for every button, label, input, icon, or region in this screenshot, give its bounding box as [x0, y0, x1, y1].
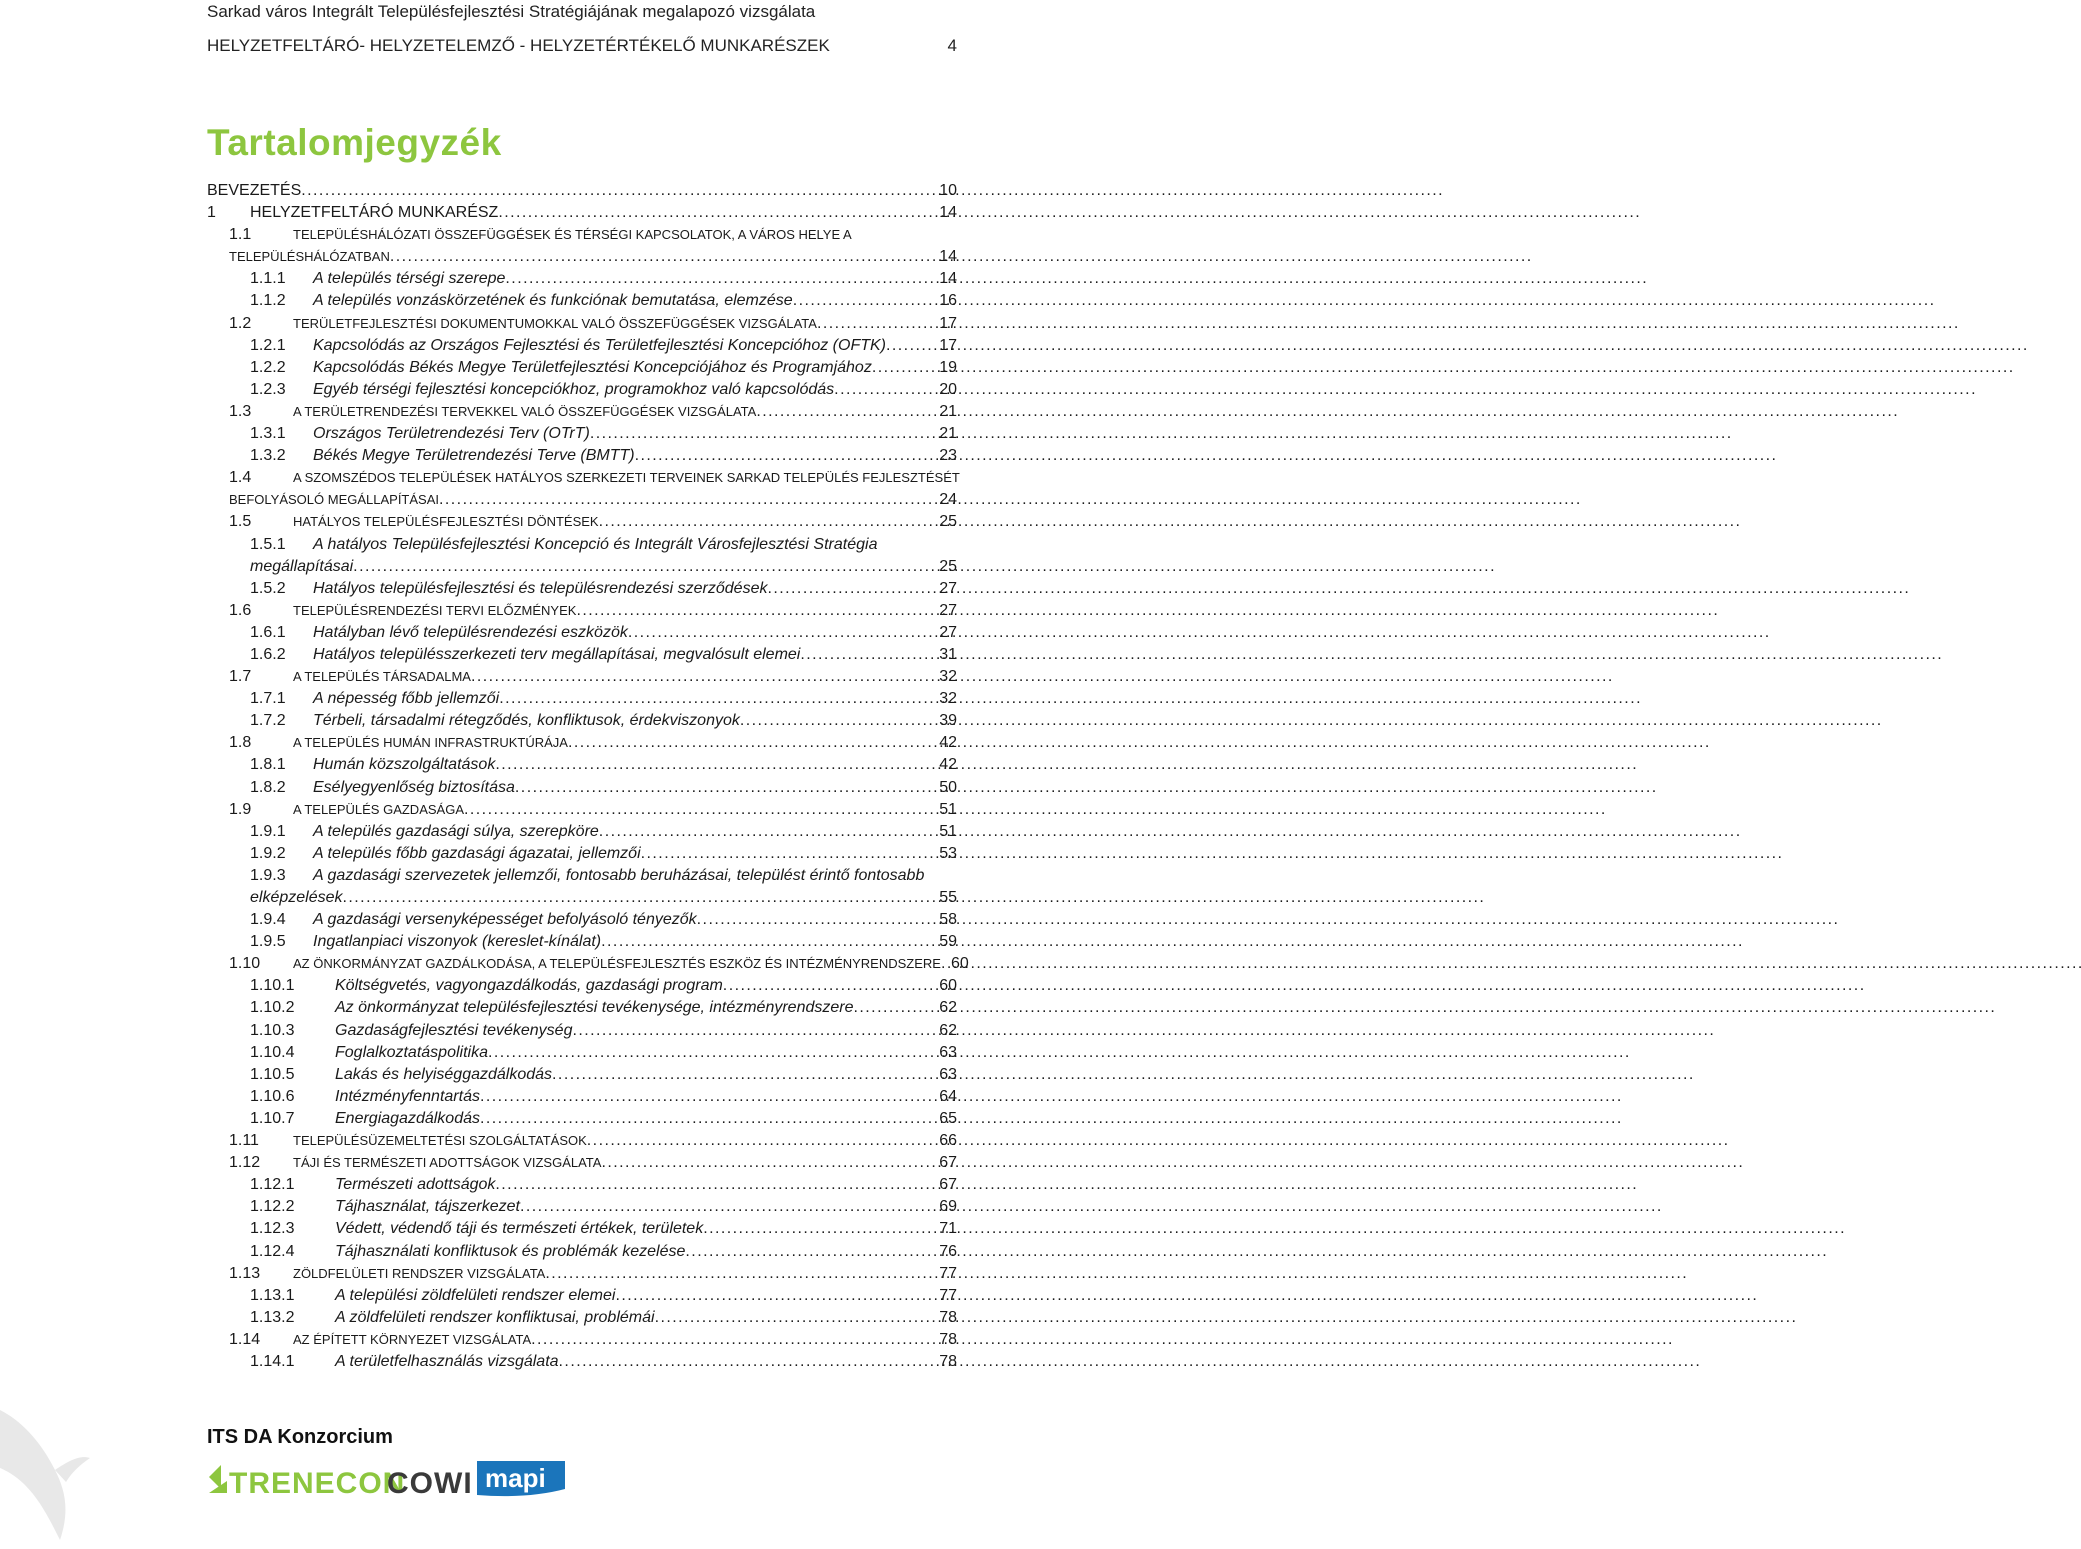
toc-title: elképzelések [250, 889, 343, 906]
toc-title: HATÁLYOS TELEPÜLÉSFEJLESZTÉSI DÖNTÉSEK [293, 514, 599, 530]
toc-number: 1.10.6 [250, 1087, 295, 1105]
toc-number: 1.8.1 [250, 756, 286, 774]
toc-number: 1.10 [229, 955, 261, 973]
toc-page-number: 58 [939, 911, 957, 929]
toc-number: 1.10.1 [250, 977, 295, 995]
toc-title: Tájhasználati konfliktusok és problémák kezelése [335, 1242, 686, 1260]
toc-entry[interactable] [207, 953, 969, 975]
toc-number: 1.5.2 [250, 579, 286, 597]
toc-leader-dots [559, 1351, 938, 1373]
toc-page-number: 27 [939, 579, 957, 597]
toc-number: 1.2.1 [250, 336, 286, 354]
toc-leader-dots [545, 1263, 937, 1285]
toc-number: 1.2.2 [250, 358, 286, 376]
trenecon-logo [209, 1465, 405, 1500]
toc-entry[interactable] [207, 1042, 957, 1064]
toc-number: 1.13.2 [250, 1308, 295, 1326]
toc-title: TERÜLETFEJLESZTÉSI DOKUMENTUMOKKAL VALÓ ÖSSZEFÜGGÉSEK VIZSGÁLATA [293, 315, 817, 331]
toc-title: A hatályos Településfejlesztési Koncepció és Integrált Városfejlesztési Stratégia [313, 535, 878, 553]
toc-leader-dots [353, 556, 937, 578]
toc-title: A TERÜLETRENDEZÉSI TERVEKKEL VALÓ ÖSSZEFÜGGÉSEK VIZSGÁLATA [293, 403, 757, 419]
toc-entry[interactable] [207, 1285, 957, 1307]
toc-leader-dots [552, 1064, 937, 1086]
toc-number: 1.10.2 [250, 999, 295, 1017]
toc-entry[interactable] [207, 511, 957, 533]
toc-leader-dots [499, 688, 937, 710]
toc-entry[interactable] [207, 710, 957, 732]
toc-entry[interactable] [207, 224, 957, 268]
toc-page-number: 59 [939, 933, 957, 951]
toc-page-number: 51 [939, 822, 957, 840]
toc-title: ZÖLDFELÜLETI RENDSZER VIZSGÁLATA [293, 1265, 546, 1281]
toc-number: 1.1.1 [250, 270, 286, 288]
toc-title: Gazdaságfejlesztési tevékenység [335, 1021, 573, 1039]
toc-entry[interactable] [207, 313, 957, 335]
toc-page-number: 31 [939, 645, 957, 663]
toc-leader-dots [495, 1174, 937, 1196]
toc-number: 1.1 [229, 226, 252, 244]
toc-entry[interactable] [207, 1064, 957, 1086]
toc-entry[interactable] [207, 975, 957, 997]
toc-leader-dots [756, 401, 937, 423]
toc-page-number: 62 [939, 999, 957, 1017]
mapi-logo [477, 1461, 565, 1496]
toc-leader-dots [697, 909, 938, 931]
toc-title: Ingatlanpiaci viszonyok (kereslet-kínálat) [313, 933, 602, 951]
toc-leader-dots [464, 799, 937, 821]
toc-leader-dots [576, 600, 937, 622]
toc-number: 1.6.2 [250, 645, 286, 663]
toc-entry[interactable] [207, 335, 957, 357]
table-of-contents [207, 180, 969, 1373]
toc-leader-dots [793, 290, 938, 312]
toc-title: TELEPÜLÉSHÁLÓZATI ÖSSZEFÜGGÉSEK ÉS TÉRSÉGI KAPCSOLATOK, A VÁROS HELYE A [293, 227, 852, 243]
toc-title: Foglalkoztatáspolitika [335, 1043, 488, 1061]
toc-page-number: 67 [939, 1154, 957, 1172]
toc-title: TELEPÜLÉSRENDEZÉSI TERVI ELŐZMÉNYEK [293, 602, 577, 618]
toc-title: Az önkormányzat településfejlesztési tevékenysége, intézményrendszere [335, 999, 854, 1017]
toc-number: 1.9.3 [250, 866, 286, 884]
header-section-name: HELYZETFELTÁRÓ- HELYZETELEMZŐ - HELYZETÉRTÉKELŐ MUNKARÉSZEK [207, 36, 830, 55]
toc-entry[interactable] [207, 666, 957, 688]
toc-entry[interactable] [207, 1351, 957, 1373]
toc-page-number: 16 [939, 292, 957, 310]
toc-entry[interactable] [207, 1196, 957, 1218]
toc-title: A gazdasági versenyképességet befolyásoló tényezők [313, 911, 697, 929]
running-header-subtitle [207, 36, 957, 56]
toc-title: megállapításai [250, 557, 354, 575]
toc-title: A település főbb gazdasági ágazatai, jellemzői [313, 844, 641, 862]
page-title: Tartalomjegyzék [207, 122, 502, 163]
toc-title: Intézményfenntartás [335, 1087, 480, 1105]
toc-leader-dots [488, 1042, 937, 1064]
toc-title: Egyéb térségi fejlesztési koncepciókhoz, programokhoz való kapcsolódás [313, 380, 835, 398]
toc-leader-dots [628, 622, 937, 644]
toc-page-number: 60 [939, 977, 957, 995]
toc-title: A település vonzáskörzetének és funkciónak bemutatása, elemzése [313, 292, 793, 310]
toc-title: TELEPÜLÉSHÁLÓZATBAN [229, 249, 390, 265]
toc-title: Hatályos településfejlesztési és településrendezési szerződések [313, 579, 768, 597]
toc-number: 1.9.1 [250, 822, 286, 840]
toc-entry[interactable] [207, 423, 957, 445]
toc-page-number: 60 [950, 955, 969, 973]
toc-page-number: 69 [939, 1198, 957, 1216]
toc-title: Esélyegyenlőség biztosítása [313, 778, 515, 796]
toc-entry[interactable] [207, 467, 960, 511]
toc-leader-dots [601, 1152, 937, 1174]
toc-entry[interactable] [207, 754, 957, 776]
toc-entry[interactable] [207, 290, 957, 312]
toc-title: AZ ÖNKORMÁNYZAT GAZDÁLKODÁSA, A TELEPÜLÉSFEJLESZTÉS ESZKÖZ ÉS INTÉZMÉNYRENDSZERE [293, 956, 941, 972]
toc-leader-dots [343, 887, 938, 909]
toc-page-number: 63 [939, 1065, 957, 1083]
toc-number: 1.10.3 [250, 1021, 295, 1039]
toc-page-number: 78 [939, 1308, 957, 1326]
toc-leader-dots [439, 489, 937, 511]
toc-leader-dots [568, 732, 937, 754]
toc-entry[interactable] [207, 1174, 957, 1196]
toc-entry[interactable] [207, 202, 957, 224]
partner-logos [207, 1455, 567, 1505]
toc-leader-dots [495, 754, 937, 776]
toc-title: Tájhasználat, tájszerkezet [335, 1198, 520, 1216]
toc-page-number: 20 [939, 380, 957, 398]
toc-leader-dots [723, 975, 937, 997]
toc-leader-dots [872, 357, 937, 379]
toc-number: 1.12.2 [250, 1198, 295, 1216]
toc-page-number: 14 [939, 248, 957, 266]
toc-page-number: 23 [939, 447, 957, 465]
toc-title: A TELEPÜLÉS HUMÁN INFRASTRUKTÚRÁJA [293, 735, 568, 751]
toc-number: 1.3 [229, 402, 252, 420]
toc-number: 1.2.3 [250, 380, 286, 398]
toc-title: TELEPÜLÉSÜZEMELTETÉSI SZOLGÁLTATÁSOK [293, 1133, 587, 1149]
toc-entry[interactable] [207, 268, 957, 290]
toc-page-number: 64 [939, 1087, 957, 1105]
toc-entry[interactable] [207, 931, 957, 953]
toc-title: Kapcsolódás Békés Megye Területfejlesztési Koncepciójához és Programjához [313, 358, 872, 376]
toc-entry[interactable] [207, 1329, 957, 1351]
toc-leader-dots [740, 710, 937, 732]
toc-leader-dots [601, 931, 937, 953]
mapi-logo-text: mapi [485, 1463, 546, 1493]
toc-number: 1.12.4 [250, 1242, 295, 1260]
toc-number: 1.12.3 [250, 1220, 295, 1238]
toc-title: Védett, védendő táji és természeti értékek, területek [335, 1220, 704, 1238]
toc-page-number: 32 [939, 668, 957, 686]
toc-entry[interactable] [207, 1307, 957, 1329]
toc-entry[interactable] [207, 357, 957, 379]
toc-page-number: 77 [939, 1264, 957, 1282]
toc-title: Országos Területrendezési Terv (OTrT) [313, 425, 590, 443]
toc-page-number: 25 [939, 513, 957, 531]
running-header-title: Sarkad város Integrált Településfejlesztési Stratégiájának megalapozó vizsgálata [207, 2, 816, 21]
toc-title: AZ ÉPÍTETT KÖRNYEZET VIZSGÁLATA [293, 1331, 532, 1347]
toc-number: 1.12 [229, 1154, 261, 1172]
toc-leader-dots [390, 246, 937, 268]
toc-page-number: 27 [939, 623, 957, 641]
toc-page-number: 53 [939, 844, 957, 862]
toc-page-number: 25 [939, 557, 957, 575]
toc-page-number: 51 [939, 800, 957, 818]
toc-number: 1.6 [229, 601, 252, 619]
toc-number: 1.10.4 [250, 1043, 295, 1061]
toc-leader-dots [590, 423, 937, 445]
toc-title: A SZOMSZÉDOS TELEPÜLÉSEK HATÁLYOS SZERKEZETI TERVEINEK SARKAD TELEPÜLÉS FEJLESZTÉSÉT [293, 470, 960, 486]
toc-title: Természeti adottságok [335, 1176, 496, 1194]
toc-number: 1.6.1 [250, 623, 286, 641]
toc-leader-dots [854, 997, 938, 1019]
toc-leader-dots [520, 1196, 937, 1218]
toc-title: HELYZETFELTÁRÓ MUNKARÉSZ [250, 204, 499, 222]
toc-leader-dots [599, 511, 938, 533]
toc-page-number: 10 [939, 182, 957, 199]
toc-number: 1.5.1 [250, 535, 286, 553]
toc-title: A területfelhasználás vizsgálata [335, 1352, 559, 1370]
toc-page-number: 67 [939, 1176, 957, 1194]
toc-title: A TELEPÜLÉS TÁRSADALMA [293, 669, 471, 685]
toc-entry[interactable] [207, 534, 957, 578]
toc-number: 1.9.4 [250, 911, 286, 929]
toc-number: 1.3.1 [250, 425, 286, 443]
toc-number: 1.4 [229, 469, 252, 487]
toc-entry[interactable] [207, 578, 957, 600]
toc-leader-dots [572, 1020, 937, 1042]
toc-title: Térbeli, társadalmi rétegződés, konfliktusok, érdekviszonyok [313, 712, 740, 730]
toc-page-number: 77 [939, 1286, 957, 1304]
toc-entry[interactable] [207, 1020, 957, 1042]
toc-page-number: 14 [939, 270, 957, 288]
toc-title: Energiagazdálkodás [335, 1109, 480, 1127]
toc-leader-dots [703, 1218, 937, 1240]
toc-leader-dots [817, 313, 937, 335]
cowi-logo-text: COWI [387, 1467, 473, 1500]
toc-entry[interactable] [207, 1130, 957, 1152]
toc-title: Humán közszolgáltatások [313, 756, 496, 774]
toc-leader-dots [587, 1130, 937, 1152]
toc-leader-dots [531, 1329, 937, 1351]
toc-title: A gazdasági szervezetek jellemzői, fontosabb beruházásai, települést érintő fontosabb [313, 866, 925, 884]
toc-number: 1.3.2 [250, 447, 286, 465]
toc-entry[interactable] [207, 401, 957, 423]
toc-entry[interactable] [207, 1241, 957, 1263]
toc-leader-dots [505, 268, 937, 290]
bird-watermark-icon [0, 1400, 90, 1549]
header-page-number: 4 [947, 36, 957, 55]
toc-number: 1.10.7 [250, 1109, 295, 1127]
toc-title: Hatályos településszerkezeti terv megállapításai, megvalósult elemei [313, 645, 801, 663]
toc-leader-dots [498, 202, 937, 224]
toc-number: 1.9 [229, 800, 252, 818]
toc-leader-dots [767, 578, 937, 600]
toc-title: Költségvetés, vagyongazdálkodás, gazdasági program [335, 977, 723, 995]
toc-entry[interactable] [207, 600, 957, 622]
toc-entry[interactable] [207, 1108, 957, 1130]
toc-number: 1.8 [229, 734, 252, 752]
toc-entry[interactable] [207, 865, 957, 909]
toc-number: 1.8.2 [250, 778, 286, 796]
toc-entry[interactable] [207, 799, 957, 821]
toc-entry[interactable] [207, 1086, 957, 1108]
toc-title: A település gazdasági súlya, szerepköre [313, 822, 599, 840]
toc-title: BEVEZETÉS [207, 182, 302, 199]
toc-number: 1.1.2 [250, 292, 286, 310]
toc-title: A népesség főbb jellemzői [313, 690, 500, 708]
toc-entry[interactable] [207, 997, 957, 1019]
toc-title: BEFOLYÁSOLÓ MEGÁLLAPÍTÁSAI [229, 492, 439, 508]
toc-number: 1.13 [229, 1264, 261, 1282]
toc-page-number: 63 [939, 1043, 957, 1061]
toc-leader-dots [480, 1108, 937, 1130]
toc-page-number: 65 [939, 1109, 957, 1127]
toc-number: 1.14.1 [250, 1352, 295, 1370]
toc-title: A TELEPÜLÉS GAZDASÁGA [293, 801, 464, 817]
toc-title: Kapcsolódás az Országos Fejlesztési és Területfejlesztési Koncepcióhoz (OFTK) [313, 336, 886, 354]
toc-page-number: 62 [939, 1021, 957, 1039]
toc-number: 1.10.5 [250, 1065, 295, 1083]
toc-leader-dots [599, 821, 937, 843]
toc-title: A zöldfelületi rendszer konfliktusai, problémái [335, 1308, 655, 1326]
toc-page-number: 27 [939, 601, 957, 619]
toc-page-number: 42 [939, 734, 957, 752]
toc-leader-dots [834, 379, 937, 401]
toc-leader-dots [941, 953, 949, 975]
toc-entry[interactable] [207, 777, 957, 799]
toc-page-number: 14 [939, 204, 957, 222]
toc-page-number: 71 [939, 1220, 957, 1238]
toc-leader-dots [515, 777, 937, 799]
toc-title: Lakás és helyiséggazdálkodás [335, 1065, 553, 1083]
toc-title: Békés Megye Területrendezési Terve (BMTT) [313, 447, 635, 465]
toc-entry[interactable] [207, 1263, 957, 1285]
trenecon-logo-text: TRENECON [229, 1467, 406, 1500]
toc-number: 1 [207, 204, 216, 222]
toc-entry[interactable] [207, 843, 957, 865]
toc-number: 1.7 [229, 668, 252, 686]
toc-leader-dots [641, 843, 938, 865]
toc-number: 1.11 [229, 1132, 259, 1150]
toc-page-number: 17 [939, 336, 957, 354]
toc-entry[interactable] [207, 644, 957, 666]
toc-entry[interactable] [207, 445, 957, 467]
toc-number: 1.7.2 [250, 712, 286, 730]
toc-entry[interactable] [207, 909, 957, 931]
toc-page-number: 76 [939, 1242, 957, 1260]
toc-entry[interactable] [207, 688, 957, 710]
toc-number: 1.5 [229, 513, 252, 531]
toc-number: 1.14 [229, 1330, 261, 1348]
toc-page-number: 32 [939, 690, 957, 708]
toc-number: 1.9.2 [250, 844, 286, 862]
toc-leader-dots [301, 180, 937, 202]
toc-number: 1.12.1 [250, 1176, 295, 1194]
toc-title: TÁJI ÉS TERMÉSZETI ADOTTSÁGOK VIZSGÁLATA [293, 1155, 602, 1171]
toc-entry[interactable] [207, 379, 957, 401]
toc-page-number: 66 [939, 1132, 957, 1150]
toc-page-number: 55 [939, 889, 957, 906]
toc-leader-dots [615, 1285, 937, 1307]
toc-leader-dots [635, 445, 938, 467]
toc-leader-dots [471, 666, 937, 688]
toc-page-number: 21 [939, 402, 957, 420]
toc-page-number: 17 [939, 314, 957, 332]
toc-entry[interactable] [207, 180, 957, 202]
toc-page-number: 78 [939, 1330, 957, 1348]
toc-leader-dots [685, 1241, 937, 1263]
toc-page-number: 42 [939, 756, 957, 774]
toc-title: Hatályban lévő településrendezési eszközök [313, 623, 628, 641]
toc-page-number: 50 [939, 778, 957, 796]
toc-number: 1.13.1 [250, 1286, 295, 1304]
toc-number: 1.2 [229, 314, 252, 332]
consortium-name: ITS DA Konzorcium [207, 1426, 393, 1448]
toc-leader-dots [655, 1307, 938, 1329]
toc-entry[interactable] [207, 821, 957, 843]
toc-number: 1.9.5 [250, 933, 286, 951]
toc-leader-dots [480, 1086, 937, 1108]
toc-leader-dots [886, 335, 937, 357]
toc-entry[interactable] [207, 1218, 957, 1240]
toc-number: 1.7.1 [250, 690, 286, 708]
toc-page-number: 21 [939, 425, 957, 443]
toc-entry[interactable] [207, 1152, 957, 1174]
toc-page-number: 78 [939, 1352, 957, 1370]
toc-entry[interactable] [207, 732, 957, 754]
toc-title: A település térségi szerepe [313, 270, 506, 288]
toc-entry[interactable] [207, 622, 957, 644]
toc-page-number: 19 [939, 358, 957, 376]
toc-page-number: 24 [939, 491, 957, 509]
toc-title: A települési zöldfelületi rendszer elemei [335, 1286, 616, 1304]
toc-leader-dots [800, 644, 937, 666]
toc-page-number: 39 [939, 712, 957, 730]
